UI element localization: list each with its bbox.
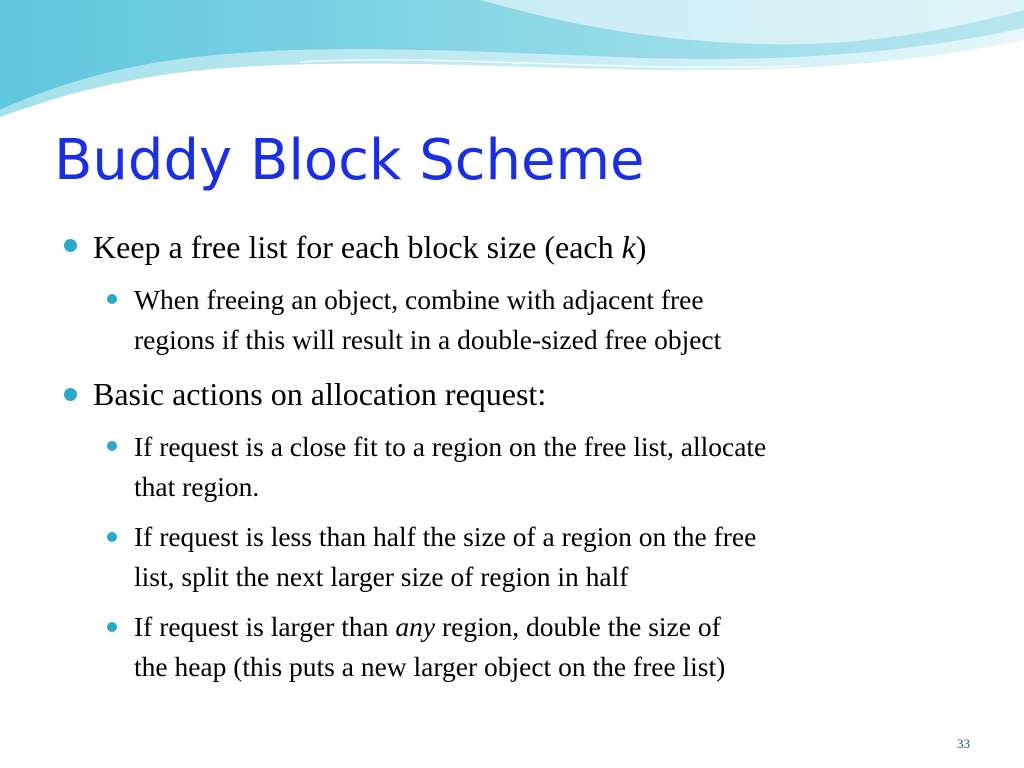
slide-title: Buddy Block Scheme [54,128,645,193]
bullet-item [93,375,546,413]
sub-bullet-item [134,517,756,597]
bullet-text: Keep a free list for each block size (each [93,229,622,265]
bullet-dot-icon [64,239,77,252]
bullet-line: When freeing an object, combine with adjacent free [134,284,704,315]
bullet-text: ) [635,229,647,265]
bullet-line: regions if this will result in a double-sized free object [134,324,722,355]
bullet-text: If request is larger than [134,611,396,642]
bullet-emphasis: any [395,611,436,642]
bullet-text: region, double the size of [435,611,721,642]
bullet-line: If request is a close fit to a region on the free list, allocate [134,431,767,462]
bullet-line: that region. [134,471,260,502]
bullet-item [93,228,646,266]
sub-bullet-dot-icon [107,622,117,632]
bullet-line: list, split the next larger size of region in half [134,561,629,592]
bullet-line: If request is less than half the size of a region on the free [134,521,757,552]
bullet-dot-icon [64,388,77,401]
bullet-text: Basic actions on allocation request: [93,376,547,412]
bullet-line [134,607,725,647]
sub-bullet-dot-icon [107,532,117,542]
sub-bullet-dot-icon [107,294,117,304]
sub-bullet-item [134,280,721,360]
sub-bullet-item [134,607,725,687]
page-number: 33 [957,736,970,751]
bullet-emphasis: k [621,229,636,265]
sub-bullet-item [134,427,766,507]
sub-bullet-dot-icon [107,441,117,451]
bullet-line: the heap (this puts a new larger object on the free list) [134,651,726,682]
